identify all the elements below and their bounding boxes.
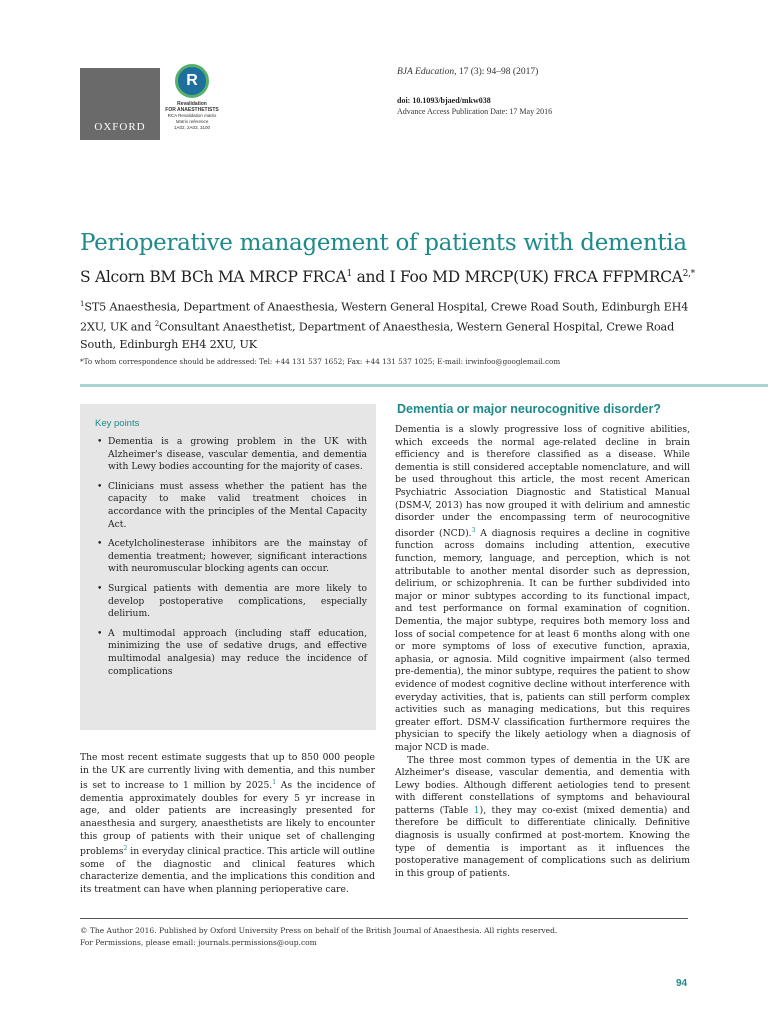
key-point-item: • Clinicians must assess whether the patient has the capacity to make valid treatment choices in accordance with the principles of the Mental Capacity Act.: [95, 481, 367, 531]
key-point-item: • Surgical patients with dementia are more likely to develop postoperative complications, especially delirium.: [95, 583, 367, 621]
intro-paragraph: The most recent estimate suggests that up to 850 000 people in the UK are currently living with dementia, and this number is set to increase to 1 million by 2025.$^1$ As the incidence of dementia approximately doubles for every 5 yr increase in age, and older patients are increasingly presented for anaesthesia and surgery, anaesthetists are likely to encounter this group of patients with their unique set of challenging problems$^2$ in everyday clinical practice. This article will outline some of the diagnostic and clinical features which characterize dementia, and the implications this condition and its treatment can have when planning perioperative care.: [80, 752, 375, 896]
key-point-item: • Acetylcholinesterase inhibitors are the mainstay of dementia treatment; however, significant interactions with neuromuscular blocking agents can occur.: [95, 538, 367, 576]
author-1: S Alcorn BM BCh MA MRCP FRCA: [80, 268, 347, 286]
key-point-item: • Dementia is a growing problem in the UK with Alzheimer's disease, vascular dementia, and dementia with Lewy bodies accounting for the majority of cases.: [95, 436, 367, 474]
copyright-notice: © The Author 2016. Published by Oxford University Press on behalf of the British Journal of Anaesthesia. All rights reserved.: [80, 926, 558, 935]
key-points-box: [80, 404, 376, 730]
section-heading: Dementia or major neurocognitive disorder?: [397, 402, 661, 416]
key-point-item: • A multimodal approach (including staff education, minimizing the use of sedative drugs, and effective multimodal analgesia) may reduce the incidence of complications: [95, 628, 367, 678]
revalidation-label: Revalidation FOR ANAESTHETISTS RCA Revalidation matrix Matrix reference 1A02, 2A03, 3100: [165, 101, 219, 130]
correspondence-note: *To whom correspondence should be addressed: Tel: +44 131 537 1652; Fax: +44 131 537 1025; E-mail: irwinfoo@googlemail.com: [80, 357, 561, 366]
ref-link[interactable]: 3: [471, 526, 476, 534]
oxford-logo: [80, 68, 160, 140]
affiliations: $^1$ST5 Anaesthesia, Department of Anaesthesia, Western General Hospital, Crewe Road South, Edinburgh EH4 2XU, UK and $^2$Consultant Anaesthetist, Department of Anaesthesia, Western General Hospital, Crewe Road South, Edinburgh EH4 2XU, UK: [80, 300, 689, 352]
doi-link[interactable]: doi: 10.1093/bjaed/mkw038: [397, 96, 491, 105]
journal-name: BJA Education: [397, 67, 455, 77]
footer-divider: [80, 918, 688, 919]
ref-link[interactable]: 2: [123, 845, 128, 853]
journal-citation: [397, 67, 538, 77]
key-points-title: Key points: [95, 418, 140, 429]
page-number: 94: [676, 978, 688, 989]
author-2: I Foo MD MRCP(UK) FRCA FFPMRCA: [389, 268, 683, 286]
permissions-notice: For Permissions, please email: journals.permissions@oup.com: [80, 938, 317, 947]
key-points-list: [95, 436, 367, 685]
table-ref-link[interactable]: 1: [473, 804, 480, 816]
access-date: Advance Access Publication Date: 17 May 2016: [397, 107, 553, 116]
author-list: S Alcorn BM BCh MA MRCP FRCA$^1$ and I Foo MD MRCP(UK) FRCA $FFPMRCA^{2,*}$: [80, 268, 695, 286]
ref-link[interactable]: 1: [272, 779, 277, 787]
section-body: [395, 424, 690, 880]
revalidation-r-icon: R: [175, 64, 209, 98]
journal-ref: , 17 (3): 94–98 (2017): [454, 67, 539, 77]
body-paragraph: Dementia is a slowly progressive loss of cognitive abilities, which exceeds the normal age-related decline in brain efficiency and is therefore classified as a disease. While dementia is still considered acceptable nomenclature, and will be used throughout this article, the most recent American Psychiatric Association Diagnostic and Statistical Manual (DSM-V, 2013) has now grouped it with delirium and amnestic disorder under the encompassing term of neurocognitive disorder (NCD).$^3$ A diagnosis requires a decline in cognitive function across domains including attention, executive function, memory, language, and perception, which is not attributable to another mental disorder such as depression, delirium, or schizophrenia. It can be further subdivided into major or minor subtypes according to its functional impact, and test performance on formal examination of cognition. Dementia, the major subtype, requires both memory loss and loss of social competence for at least 6 months along with one or more symptoms of loss of executive function, apraxia, aphasia, or agnosia. Mild cognitive impairment (also termed pre-dementia), the minor subtype, requires the patient to show evidence of modest cognitive decline without interference with everyday activities, that is, patients can still perform complex activities such as managing medications, but this requires greater effort. DSM-V classification furthermore requires the physician to specify the likely aetiology when a diagnosis of major NCD is made.: [395, 424, 690, 753]
body-paragraph: The three most common types of dementia in the UK are Alzheimer's disease, vascular dementia, and dementia with Lewy bodies. Although different aetiologies tend to present with different constellations of symptoms and behavioural patterns (Table 1), they may co-exist (mixed dementia) and therefore be difficult to differentiate clinically. Definitive diagnosis is usually confirmed at post-mortem. Knowing the type of dementia is important as it influences the postoperative management of complications such as delirium in this group of patients.: [395, 754, 690, 879]
oxford-logo-text: OXFORD: [94, 121, 146, 133]
header-divider: [80, 384, 768, 387]
revalidation-badge: [160, 64, 224, 144]
article-title: Perioperative management of patients with dementia: [80, 230, 687, 256]
